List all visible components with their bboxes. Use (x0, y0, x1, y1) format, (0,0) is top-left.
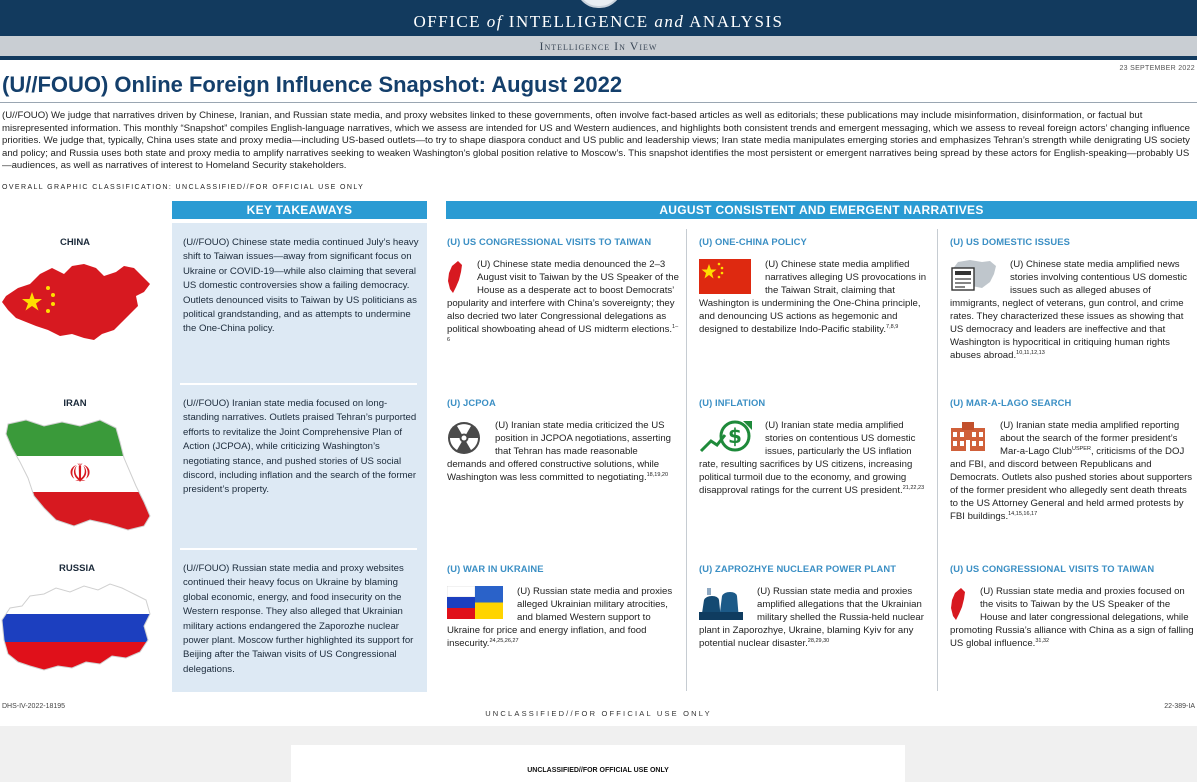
narrative-text: (U) Russian state media and proxies alleged Ukrainian military atrocities, and blamed Western support to Ukraine for price and energy inflation, and food insecurity.$^{24,25,26,27}$ (447, 586, 673, 649)
taiwan-map-icon (950, 587, 966, 621)
russia-ukraine-flags-icon (447, 586, 503, 619)
divider (937, 229, 938, 691)
svg-text:$: $ (728, 424, 742, 448)
china-map-icon (0, 262, 152, 347)
narratives-header: AUGUST CONSISTENT AND EMERGENT NARRATIVES (446, 201, 1197, 219)
narrative-title: (U) WAR IN UKRAINE (447, 563, 544, 574)
narrative-text: (U) Chinese state media amplified narratives alleging US provocations in the Taiwan Strait, claiming that Washington is undermining the One-China principle, and denouncing US actions as hegemonic and designed to destabilize Indo-Pacific stability.$^{7,8,9}$ (699, 259, 927, 335)
nuclear-plant-icon (699, 586, 743, 620)
china-flag-icon (699, 259, 751, 294)
publication-date: 23 SEPTEMBER 2022 (1119, 65, 1195, 72)
narrative-text: (U) Chinese state media amplified news stories involving contentious US domestic issues such as alleged abuses of immigrants, neglect of veterans, gun control, and crime rates. They characterized these issues as showing that US democracy and leaders are ineffective and that Washington is hypocritical in critiquing human rights abuses abroad.$^{10,11,12,13}$ (950, 259, 1188, 361)
takeaway-russia: (U//FOUO) Russian state media and proxy websites continued their heavy focus on Ukraine by blaming global economic, energy, and food insecurity on the Western response. They also alleged that Ukrainian military actions endangered the Zaporozhe nuclear power plant. Moscow further highlighted its support for Beijing after the Taiwan visits of US Congressional delegations. (183, 563, 414, 675)
divider (686, 229, 687, 691)
country-label-iran: IRAN (63, 398, 87, 409)
iran-map-icon (4, 416, 154, 539)
narrative-title: (U) MAR-A-LAGO SEARCH (950, 397, 1072, 408)
radiation-icon (447, 421, 481, 455)
footer-classification: UNCLASSIFIED//FOR OFFICIAL USE ONLY (485, 709, 712, 718)
russia-map-icon (0, 580, 152, 677)
narrative-title: (U) US CONGRESSIONAL VISITS TO TAIWAN (950, 563, 1155, 574)
product-line: Intelligence In View (0, 36, 1197, 56)
key-takeaways-header: KEY TAKEAWAYS (172, 201, 427, 219)
product-number: 22-389-IA (1164, 703, 1195, 710)
narrative-text: (U) Russian state media and proxies focused on the visits to Taiwan by the US Speaker of the House and later congressional delegations, while promoting Russia’s alliance with China as a sign of falling US global influence.$^{31,32}$ (950, 586, 1194, 649)
taiwan-map-icon (447, 260, 463, 294)
takeaway-iran: (U//FOUO) Iranian state media focused on long-standing narratives. Outlets praised Tehran’s purported efforts to revitalize the Joint Comprehensive Plan of Action (JCPOA), while criticizing Washington’s negotiating stance, and pushed stories of US social discord, including inflation and the search of the former president’s property. (183, 398, 417, 496)
country-label-russia: RUSSIA (59, 563, 95, 574)
narrative-title: (U) US CONGRESSIONAL VISITS TO TAIWAN (447, 236, 652, 247)
mansion-icon (950, 420, 986, 452)
divider (180, 383, 417, 385)
document-number: DHS-IV-2022-18195 (2, 703, 66, 710)
narrative-title: (U) JCPOA (447, 397, 496, 408)
overall-classification: OVERALL GRAPHIC CLASSIFICATION: UNCLASSIFIED//FOR OFFICIAL USE ONLY (2, 184, 365, 191)
next-page-classification: UNCLASSIFIED//FOR OFFICIAL USE ONLY (527, 767, 669, 774)
office-title: OFFICE of INTELLIGENCE and ANALYSIS (413, 12, 784, 31)
narrative-text: (U) Iranian state media amplified reporting about the search of the former president’s Mar-a-Lago Club$^{USPER}$, criticisms of the DOJ and FBI, and discord between Republicans and Democrats. Outlets also pushed stories about supporters of the former president who allegedly sent death threats to the US Attorney General and held armed protests by FBI buildings.$^{14,15,16,17}$ (950, 420, 1193, 522)
narrative-text: (U) Iranian state media criticized the US position in JCPOA negotiations, asserting that Tehran has made reasonable demands and offered constructive solutions, while Washington was less committed to negotiating.$^{18,19,20}$ (447, 420, 671, 483)
narrative-title: (U) ZAPROZHYE NUCLEAR POWER PLANT (699, 563, 897, 574)
narrative-title: (U) ONE-CHINA POLICY (699, 236, 807, 247)
dollar-arrow-icon (699, 419, 753, 455)
page-title: (U//FOUO) Online Foreign Influence Snapshot: August 2022 (2, 72, 623, 97)
narrative-title: (U) INFLATION (699, 397, 766, 408)
divider (0, 102, 1197, 103)
takeaway-china: (U//FOUO) Chinese state media continued July’s heavy shift to Taiwan issues—away from significant focus on Ukraine or COVID-19—while also claiming that several US domestic controversies show a failing democracy. Outlets denounced visits to Taiwan by US politicians as political grandstanding, and as attempts to undermine the One-China policy. (183, 237, 419, 335)
newspaper-us-map-icon (950, 258, 998, 292)
divider (180, 548, 417, 550)
header-rule (0, 56, 1197, 60)
intro-paragraph: (U//FOUO) We judge that narratives driven by Chinese, Iranian, and Russian state media, and proxy websites linked to these governments, often involve fact-based articles as well as editorials; these publications may include misinformation, disinformation, or factual but misrepresented information. This monthly “Snapshot” compiles English-language narratives, which we assess are intended for US and Western audiences, and highlights both consistent trends and emergent messaging, which we assess to reveal foreign actors’ changing influence priorities. We judge that, typically, China uses state and proxy media—including US-based outlets—to try to shape diaspora conduct and US public and leadership views; Iran state media manipulates emerging stories and emphasizes Tehran’s strength while denigrating US society and policy; and Russia uses both state and proxy media to amplify narratives seeking to weaken Washington’s global position relative to Moscow’s. This snapshot identifies the most persistent or emergent narratives being spread by these actors for English-speaking—probably US—audiences, as well as narratives of interest to Homeland Security stakeholders. (2, 110, 1190, 172)
narrative-text: $ (U) Iranian state media amplified stories on contentious US domestic issues, particularly the US inflation rate, resulting sacrifices by US citizens, increasing political turmoil due to the economy, and growing disapproval ratings for the current US president.$^{21,22,23}$ (699, 420, 925, 496)
next-page-preview (291, 745, 905, 782)
narrative-text: (U) Russian state media and proxies amplified allegations that the Ukrainian military shelled the Russia-held nuclear plant in Zaporozhye, Ukraine, blaming Kyiv for any potential nuclear disaster.$^{28,29,30}$ (699, 586, 924, 649)
narrative-text: (U) Chinese state media denounced the 2–3 August visit to Taiwan by the US Speaker of the House as a desperate act to boost Democrats’ popularity and interfere with China’s sovereignty; they also decried two later Congressional delegations as political showboating ahead of US midterm elections.$^{1-6}$ (447, 259, 679, 343)
country-label-china: CHINA (59, 237, 91, 248)
svg-text:☫: ☫ (68, 459, 92, 489)
narrative-title: (U) US DOMESTIC ISSUES (950, 236, 1070, 247)
